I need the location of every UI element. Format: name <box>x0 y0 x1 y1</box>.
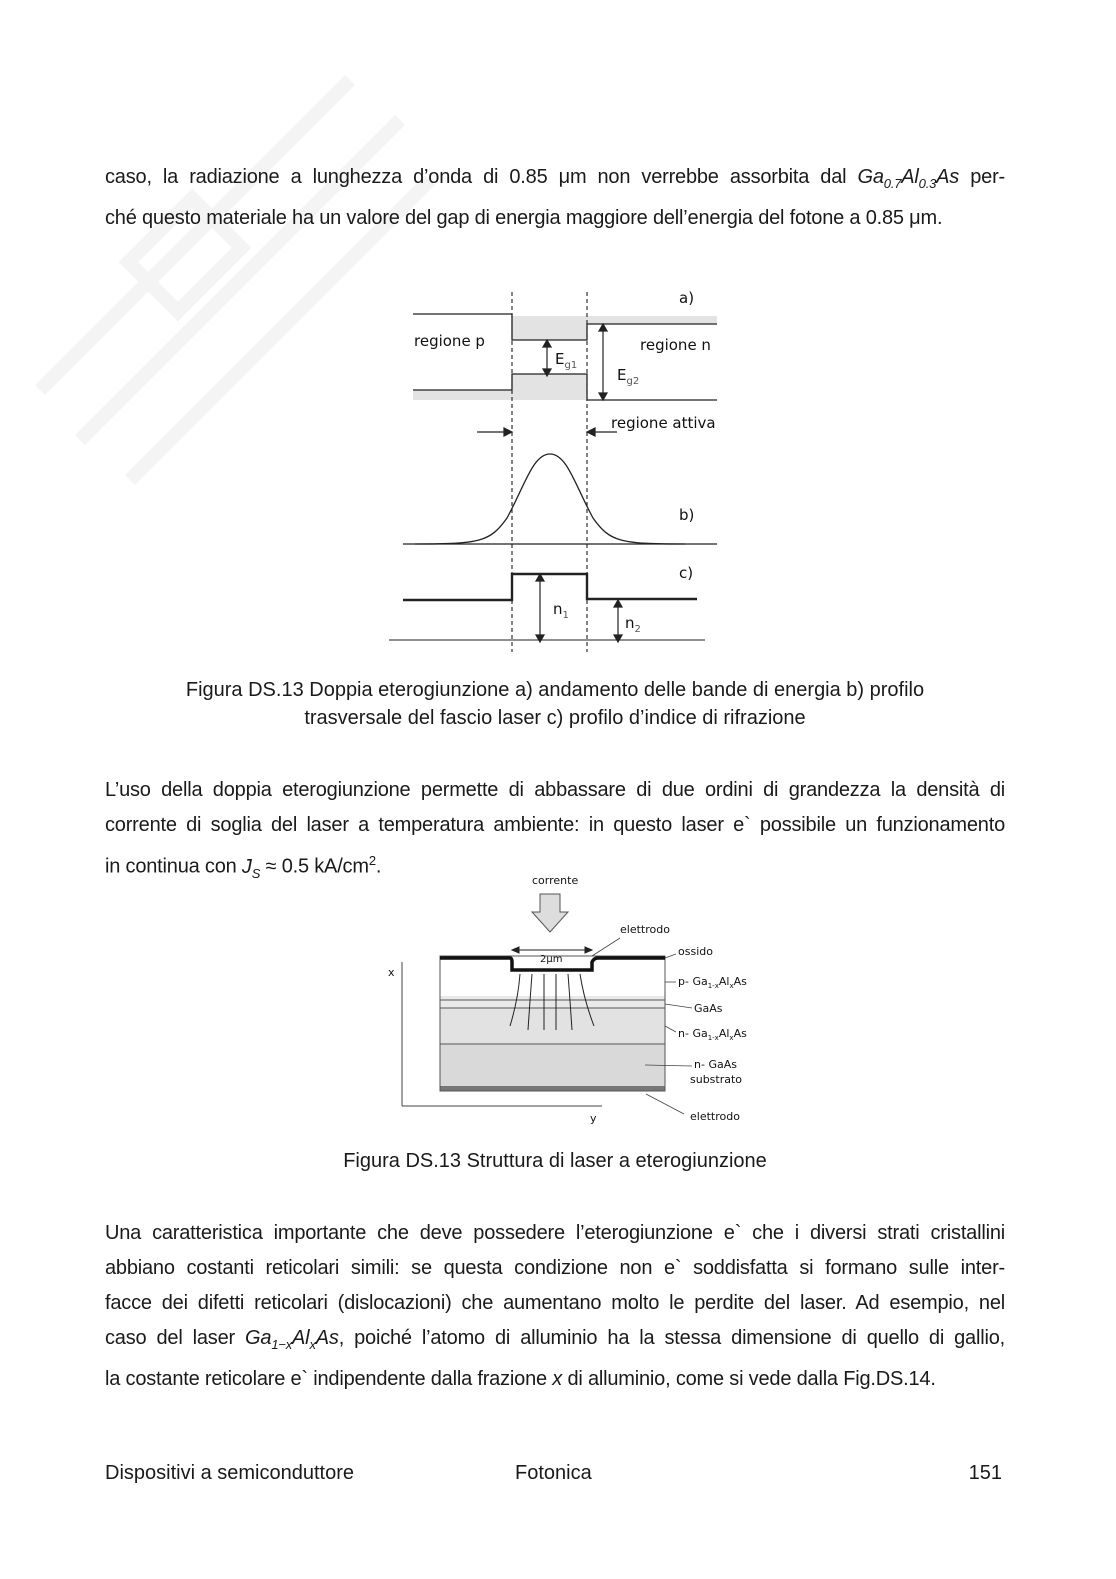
label-b: b) <box>679 506 695 524</box>
label-regione-attiva: regione attiva <box>611 414 716 432</box>
figure-laser-structure <box>380 870 760 1128</box>
paragraph-2-line-3: in continua con $J_S \approx 0.5$ $kA/cm^2$. <box>105 853 382 881</box>
figure-1-caption-line-1: Figura DS.13 Doppia eterogiunzione a) andamento delle bande di energia b) profilo <box>185 679 925 701</box>
footer-chapter-title: Dispositivi a semiconduttore <box>105 1462 354 1484</box>
band-valence-p <box>413 390 512 400</box>
label-eg2: $E_{g2}$ <box>617 366 640 387</box>
arrow-eg2-down <box>599 393 607 400</box>
figure-1-caption <box>105 676 1005 732</box>
label-elettrodo-bottom: elettrodo <box>690 1110 740 1123</box>
layer-p-gaalas <box>440 996 665 1008</box>
paragraph-3-line-5: la costante reticolare e` indipendente dalla frazione x di alluminio, come si vede dalla Fig.DS.14. <box>105 1368 936 1390</box>
label-elettrodo-top: elettrodo <box>620 923 670 936</box>
footer-book-title: Fotonica <box>515 1462 592 1484</box>
figure-double-heterojunction <box>385 280 725 660</box>
label-axis-x: x <box>388 966 395 979</box>
beam-profile-curve <box>415 454 685 544</box>
layer-substrate <box>440 1044 665 1086</box>
label-2um: 2μm <box>540 954 563 965</box>
refractive-index-profile <box>403 574 697 600</box>
paragraph-3 <box>105 1216 1005 1397</box>
watermark-logo <box>20 60 440 490</box>
label-axis-y: y <box>590 1112 597 1125</box>
arrow-n2-up <box>614 600 622 607</box>
label-c: c) <box>679 564 694 582</box>
label-eg1: $E_{g1}$ <box>555 350 578 371</box>
band-conduction-n <box>587 316 717 324</box>
arrow-n1-down <box>536 635 544 642</box>
label-ossido: ossido <box>678 945 713 958</box>
footer-page-number: 151 <box>968 1462 1002 1484</box>
bottom-electrode <box>440 1086 665 1091</box>
figure-1-diagram <box>385 280 725 660</box>
paragraph-3-line-1: Una caratteristica importante che deve possedere l’eterogiunzione e` che i diversi strati cristallini <box>105 1222 1005 1244</box>
figure-1-caption-line-2: trasversale del fascio laser c) profilo d’indice di rifrazione <box>304 707 806 729</box>
paragraph-3-line-2: abbiano costanti reticolari simili: se questa condizione non e` soddisfatta si formano sulle inter- <box>105 1257 1005 1279</box>
arrow-eg2-up <box>599 324 607 331</box>
label-n1: $n_1$ <box>553 600 569 621</box>
arrow-n2-down <box>614 635 622 642</box>
layer-n-gaalas <box>440 1008 665 1044</box>
paragraph-1-line-2: ché questo materiale ha un valore del gap di energia maggiore dell’energia del fotone a 0.85 μm. <box>105 207 943 229</box>
arrow-eg1-up <box>543 340 551 347</box>
label-substrate-1: n- GaAs <box>694 1058 737 1071</box>
label-regione-p: regione p <box>414 332 485 350</box>
label-substrate-2: substrato <box>690 1073 743 1086</box>
paragraph-1-line-1: caso, la radiazione a lunghezza d’onda di 0.85 μm non verrebbe assorbita dal $Ga_{0.7}Al_{0.3}As$ per- <box>105 166 1005 191</box>
paragraph-2-line-1: L’uso della doppia eterogiunzione permette di abbassare di due ordini di grandezza la densità di <box>105 779 1005 801</box>
arrow-active-right <box>587 428 595 436</box>
label-corrente: corrente <box>532 874 579 887</box>
paragraph-3-line-3: facce dei difetti reticolari (dislocazioni) che aumentano molto le perdite del laser. Ad esempio, nel <box>105 1292 1005 1314</box>
label-n2: $n_2$ <box>625 614 641 635</box>
label-layer-n: n- $Ga_{1-x}Al_xAs$ <box>678 1027 747 1042</box>
label-regione-n: regione n <box>640 336 711 354</box>
current-arrow-icon <box>532 894 568 932</box>
band-valence-active <box>512 374 587 400</box>
figure-2-caption: Figura DS.13 Struttura di laser a eterogiunzione <box>343 1150 767 1172</box>
paragraph-3-line-4: caso del laser $Ga_{1-x}Al_xAs$, poiché l’atomo di alluminio ha la stessa dimensione di quello di gallio, <box>105 1327 1005 1352</box>
label-gaas: GaAs <box>694 1002 723 1015</box>
label-a: a) <box>679 289 695 307</box>
paragraph-1 <box>105 160 1005 236</box>
arrow-active-left <box>504 428 512 436</box>
figure-2-diagram <box>380 870 760 1128</box>
label-layer-p: p- $Ga_{1-x}Al_xAs$ <box>678 975 747 990</box>
paragraph-2-line-2: corrente di soglia del laser a temperatura ambiente: in questo laser e` possibile un funzionamento <box>105 814 1005 836</box>
band-conduction-active <box>512 316 587 340</box>
